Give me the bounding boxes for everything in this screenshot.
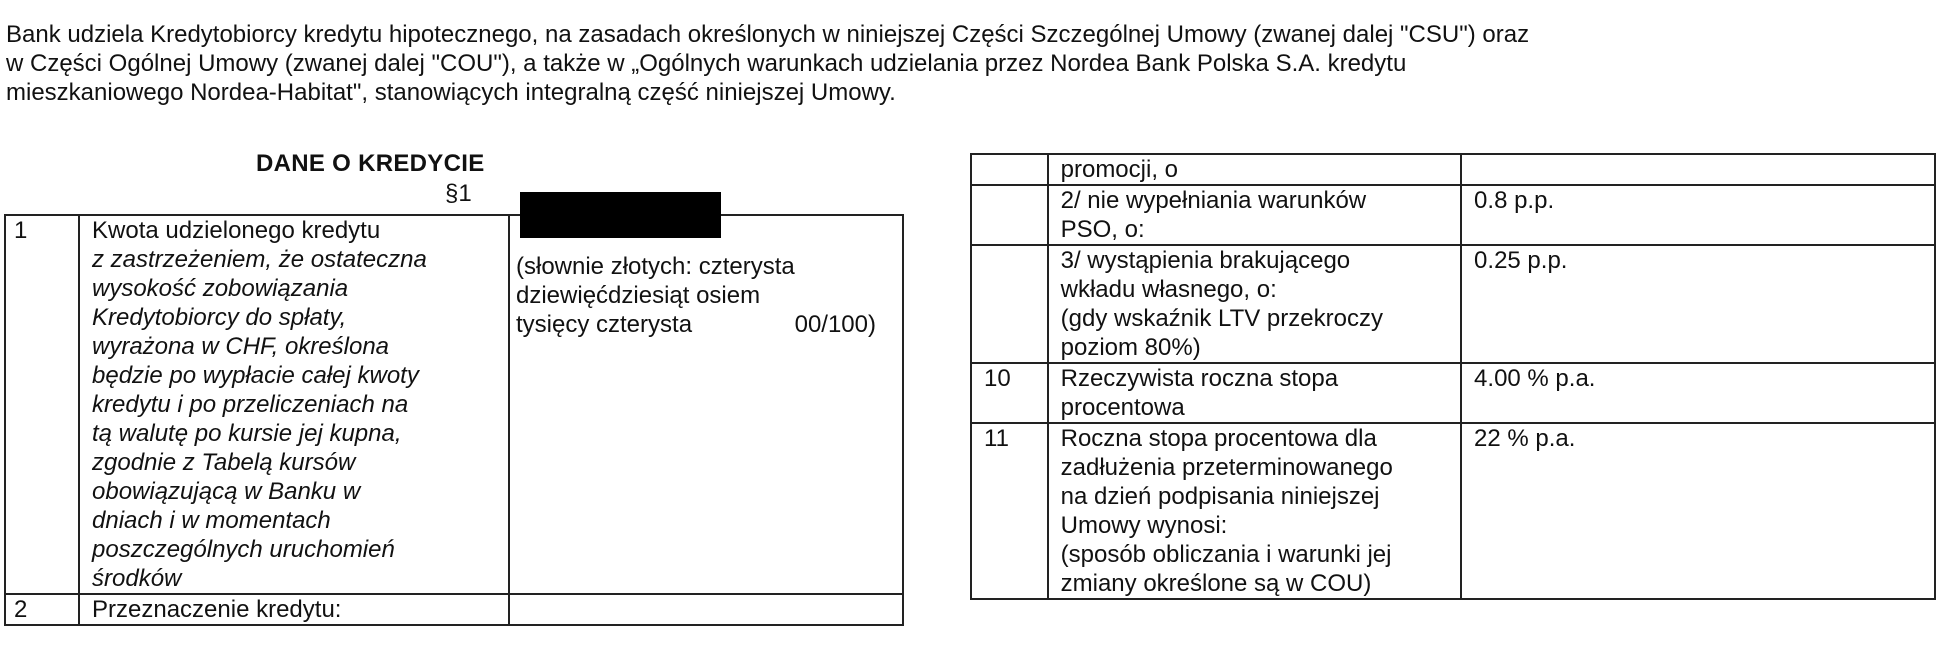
amount-words: tysięcy czterysta xyxy=(516,311,693,338)
desc-line: poziom 80%) xyxy=(1060,334,1201,361)
row-description xyxy=(1048,154,1461,185)
note-line: zgodnie z Tabelą kursów xyxy=(92,449,356,476)
desc-line: procentowa xyxy=(1060,394,1185,421)
row-value: 0.8 p.p. xyxy=(1461,185,1935,245)
redaction-block xyxy=(520,192,721,238)
note-line: tą walutę po kursie jej kupna, xyxy=(92,420,402,447)
row-number xyxy=(971,245,1048,363)
row-value: 4.00 % p.a. xyxy=(1461,363,1935,423)
row-number: 2 xyxy=(5,594,79,625)
row-number: 11 xyxy=(971,423,1048,599)
desc-line: promocji, o xyxy=(1060,156,1178,183)
section-heading: DANE O KREDYCIE xyxy=(256,150,485,177)
table-row xyxy=(971,185,1935,245)
row-number xyxy=(971,154,1048,185)
desc-line: Umowy wynosi: xyxy=(1060,512,1228,539)
intro-line: mieszkaniowego Nordea-Habitat", stanowiących integralną część niniejszej Umowy. xyxy=(6,79,896,106)
row-number: 10 xyxy=(971,363,1048,423)
row-value: 22 % p.a. xyxy=(1461,423,1935,599)
note-line: wysokość zobowiązania xyxy=(92,275,349,302)
table-row xyxy=(971,154,1935,185)
credit-data-table-left xyxy=(4,214,904,626)
row-description xyxy=(79,215,509,594)
note-line: poszczególnych uruchomień xyxy=(92,536,395,563)
table-row xyxy=(5,594,903,625)
row-note xyxy=(92,245,502,593)
note-line: kredytu i po przeliczeniach na xyxy=(92,391,409,418)
row-value xyxy=(1461,154,1935,185)
desc-line: Rzeczywista roczna stopa xyxy=(1060,365,1339,392)
intro-line: w Części Ogólnej Umowy (zwanej dalej "COU"), a także w „Ogólnych warunkach udzielania przez Nordea Bank Polska S.A. kredytu xyxy=(6,50,1407,77)
desc-line: Roczna stopa procentowa dla xyxy=(1060,425,1377,452)
value-line: (słownie złotych: czterysta xyxy=(516,253,795,280)
row-number: 1 xyxy=(5,215,79,594)
intro-paragraph xyxy=(6,20,1936,107)
row-label: Przeznaczenie kredytu: xyxy=(79,594,509,625)
desc-line: zadłużenia przeterminowanego xyxy=(1060,454,1393,481)
note-line: obowiązującą w Banku w xyxy=(92,478,361,505)
desc-line: 3/ wystąpienia brakującego xyxy=(1060,247,1351,274)
row-description xyxy=(1048,363,1461,423)
note-line: z zastrzeżeniem, że ostateczna xyxy=(92,246,427,273)
table-row xyxy=(971,363,1935,423)
amount-fraction: 00/100) xyxy=(794,311,876,338)
value-line: dziewięćdziesiąt osiem xyxy=(516,282,761,309)
credit-data-table-right xyxy=(970,153,1936,600)
table-row xyxy=(971,245,1935,363)
note-line: będzie po wypłacie całej kwoty xyxy=(92,362,419,389)
row-value xyxy=(509,215,903,594)
note-line: środków xyxy=(92,565,182,592)
row-label: Kwota udzielonego kredytu xyxy=(92,217,381,244)
desc-line: (gdy wskaźnik LTV przekroczy xyxy=(1060,305,1383,332)
desc-line: (sposób obliczania i warunki jej xyxy=(1060,541,1392,568)
note-line: Kredytobiorcy do spłaty, xyxy=(92,304,347,331)
note-line: wyrażona w CHF, określona xyxy=(92,333,390,360)
row-description xyxy=(1048,423,1461,599)
desc-line: 2/ nie wypełniania warunków xyxy=(1060,187,1367,214)
row-value xyxy=(509,594,903,625)
desc-line: zmiany określone są w COU) xyxy=(1060,570,1372,597)
row-value: 0.25 p.p. xyxy=(1461,245,1935,363)
desc-line: na dzień podpisania niniejszej xyxy=(1060,483,1380,510)
row-number xyxy=(971,185,1048,245)
note-line: dniach i w momentach xyxy=(92,507,331,534)
section-mark: §1 xyxy=(445,180,472,207)
desc-line: PSO, o: xyxy=(1060,216,1145,243)
table-row xyxy=(971,423,1935,599)
row-description xyxy=(1048,185,1461,245)
desc-line: wkładu własnego, o: xyxy=(1060,276,1277,303)
row-description xyxy=(1048,245,1461,363)
intro-line: Bank udziela Kredytobiorcy kredytu hipotecznego, na zasadach określonych w niniejszej Części Szczególnej Umowy (zwanej dalej "CSU") oraz xyxy=(6,21,1530,48)
table-row xyxy=(5,215,903,594)
value-line xyxy=(516,310,876,339)
